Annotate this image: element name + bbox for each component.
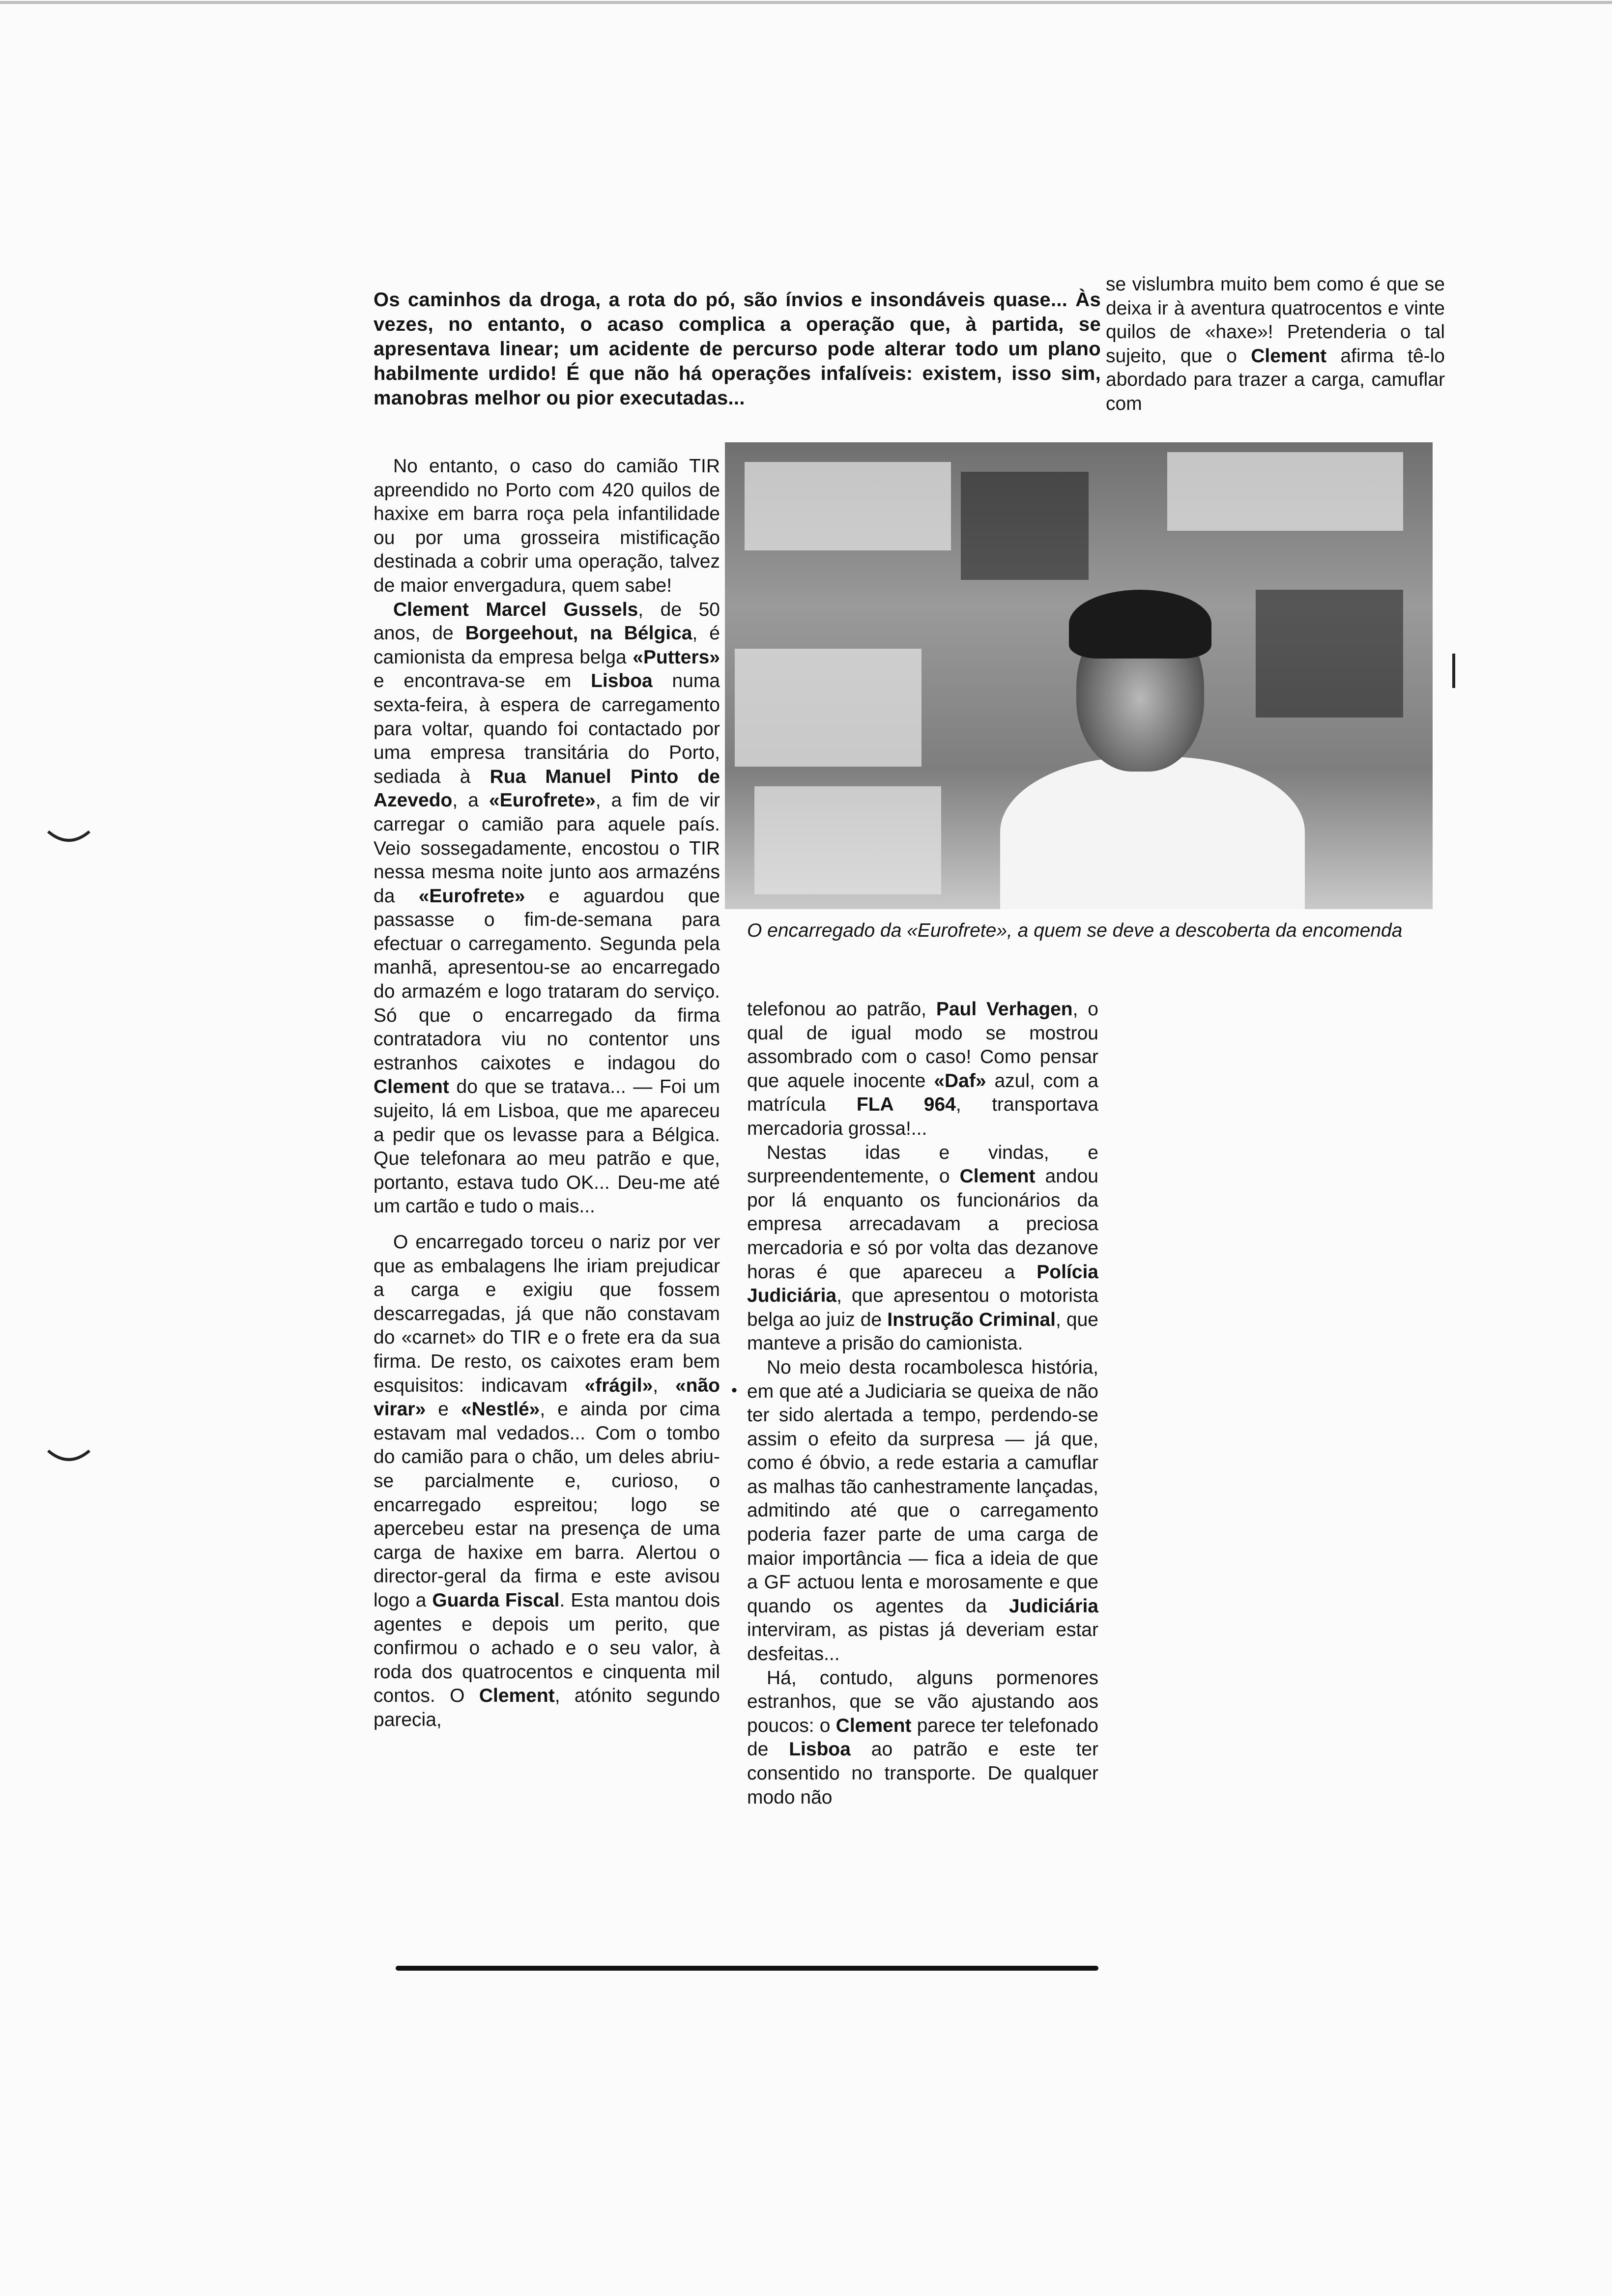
person-name: Clement (1251, 345, 1327, 367)
photo-box-shape (745, 462, 951, 550)
label-text: «não virar» (374, 1375, 720, 1420)
paragraph (747, 1141, 1098, 1356)
text: se vislumbra muito bem como é que se deixa ir à aventura quatrocentos e vinte quilos de «haxe»! Pretenderia o tal sujeito, que o (1106, 274, 1445, 367)
text: No meio desta rocambolesca história, em que até a Judiciaria se queixa de não ter sido alertada a tempo, perdendo-se assim o efeito da surpresa — já que, como é óbvio, a rede estaria a camuflar as malhas tão canhestramente lançadas, admitindo até que o carregamento poderia fazer parte de uma carga de maior importância — fica a ideia de que a GF actuou lenta e morosamente e que quando os agentes da (747, 1356, 1098, 1617)
label-text: «Nestlé» (461, 1399, 540, 1420)
paragraph (747, 1666, 1098, 1810)
place-name: Lisboa (789, 1739, 851, 1760)
text: , o qual de igual modo se mostrou assombrado com o caso! Como pensar que aquele inocente (747, 999, 1098, 1091)
street-name: Rua Manuel Pinto de Azevedo (374, 766, 720, 811)
vehicle-brand: «Daf» (934, 1070, 986, 1091)
text: , e ainda por cima estavam mal vedados... Com o tombo do camião para o chão, um deles abriu-se parcialmente e, curioso, o encarregado espreitou; logo se apercebeu estar na presença de uma carga de haxixe em barra. Alertou o director-geral da firma e este avisou logo a (374, 1399, 720, 1611)
paragraph (1106, 273, 1445, 416)
text: , a fim de vir carregar o camião para aquele país. Veio sossegadamente, encostou o TIR nessa mesma noite junto aos armazéns da (374, 790, 720, 907)
photo-box-shape (735, 649, 921, 767)
company-name: «Eurofrete» (418, 885, 525, 907)
person-name: Clement Marcel Gussels (393, 599, 638, 620)
text: interviram, as pistas já deveriam estar desfeitas... (747, 1619, 1098, 1665)
agency-name: Judiciária (1008, 1595, 1098, 1617)
paragraph (747, 998, 1098, 1141)
text: parece ter telefonado de (747, 1715, 1098, 1760)
company-name: «Eurofrete» (489, 790, 596, 811)
text: afirma tê-lo abordado para trazer a carga, camuflar com (1106, 345, 1445, 414)
text: e encontrava-se em (374, 670, 591, 692)
text: telefonou ao patrão, (747, 999, 936, 1020)
person-name: Clement (479, 1685, 555, 1707)
text: e (426, 1399, 461, 1420)
text: Nestas idas e vindas, e surpreendentemente, o (747, 1142, 1098, 1187)
photo-figure-hair (1069, 590, 1211, 659)
text: e aguardou que passasse o fim-de-semana para efectuar o carregamento. Segunda pela manhã, apresentou-se ao encarregado do armazém e logo trataram do serviço. Só que o encarregado da firma contratadora viu no contentor uns estranhos caixotes e indagou do (374, 885, 720, 1074)
person-name: Clement (959, 1166, 1036, 1187)
text: , (653, 1375, 675, 1396)
text: , que apresentou o motorista belga ao juiz de (747, 1285, 1098, 1330)
text: , é camionista da empresa belga (374, 623, 720, 668)
company-name: «Putters» (633, 646, 720, 668)
margin-dot: • (731, 1381, 737, 1400)
article-photo (725, 442, 1433, 909)
hole-punch-mark (44, 1445, 93, 1474)
label-text: «frágil» (584, 1375, 653, 1396)
paragraph (747, 1356, 1098, 1666)
text: , de 50 anos, de (374, 599, 720, 644)
column-left (374, 455, 720, 1732)
person-name: Clement (374, 1076, 449, 1098)
paragraph: No entanto, o caso do camião TIR apreendido no Porto com 420 quilos de haxixe em barra roça pela infantilidade ou por uma grosseira mistificação destinada a cobrir uma operação, talvez de maior envergadura, quem sabe! (374, 456, 720, 596)
column-right-top (1106, 273, 1445, 416)
text: , atónito segundo parecia, (374, 1685, 720, 1730)
person-name: Clement (835, 1715, 912, 1736)
place-name: Lisboa (591, 670, 653, 692)
hole-punch-mark (44, 826, 93, 855)
text: numa sexta-feira, à espera de carregamento para voltar, quando foi contactado por uma empresa transitária do Porto, sediada à (374, 670, 720, 787)
text: azul, com a matrícula (747, 1070, 1098, 1116)
paragraph (374, 598, 720, 1219)
article-lead: Os caminhos da droga, a rota do pó, são ínvios e insondáveis quase... Às vezes, no entanto, o acaso complica a operação que, à partida, se apresentava linear; um acidente de percurso pode alterar todo um plano habilmente urdido! É que não há operações infalíveis: existem, isso sim, manobras melhor ou pior executadas... (374, 289, 1101, 409)
photo-shadow-shape (1256, 590, 1403, 718)
photo-figure-shirt (1000, 757, 1305, 909)
bottom-rule (396, 1966, 1098, 1971)
agency-name: Guarda Fiscal (432, 1589, 560, 1611)
place-name: Borgeehout, na Bélgica (465, 623, 692, 644)
top-edge-line (0, 1, 1612, 4)
text: ao patrão e este ter consentido no transporte. De qualquer modo não (747, 1739, 1099, 1808)
text: , a (452, 790, 489, 811)
text: O encarregado torceu o nariz por ver que as embalagens lhe iriam prejudicar a carga e exigiu que fossem descarregadas, já que não constavam do «carnet» do TIR e o frete era da sua firma. De resto, os caixotes eram bem esquisitos: indicavam (374, 1232, 720, 1396)
court-name: Instrução Criminal (887, 1309, 1056, 1330)
agency-name: Polícia Judiciária (747, 1261, 1098, 1307)
text: , que manteve a prisão do camionista. (747, 1309, 1098, 1354)
paragraph (374, 1231, 720, 1732)
photo-box-shape (754, 786, 941, 894)
license-plate: FLA 964 (856, 1094, 956, 1116)
text: andou por lá enquanto os funcionários da empresa arrecadavam a preciosa mercadoria e só por volta das dezanove horas é que apareceu a (747, 1166, 1098, 1283)
column-middle (747, 998, 1098, 1809)
text: , transportava mercadoria grossa!... (747, 1094, 1098, 1139)
margin-mark (1452, 654, 1455, 688)
text: Há, contudo, alguns pormenores estranhos, que se vão ajustando aos poucos: o (747, 1667, 1098, 1736)
person-name: Paul Verhagen (936, 999, 1073, 1020)
text: do que se tratava... — Foi um sujeito, lá em Lisboa, que me apareceu a pedir que os levasse para a Bélgica. Que telefonara ao meu patrão e que, portanto, estava tudo OK... Deu-me até um cartão e tudo o mais... (374, 1076, 720, 1217)
text: . Esta mantou dois agentes e depois um perito, que confirmou o achado e o seu valor, à roda dos quatrocentos e cinquenta mil contos. O (374, 1589, 720, 1707)
photo-box-shape (1167, 452, 1403, 531)
photo-caption: O encarregado da «Eurofrete», a quem se deve a descoberta da encomenda (747, 920, 1403, 941)
photo-shadow-shape (961, 472, 1089, 580)
